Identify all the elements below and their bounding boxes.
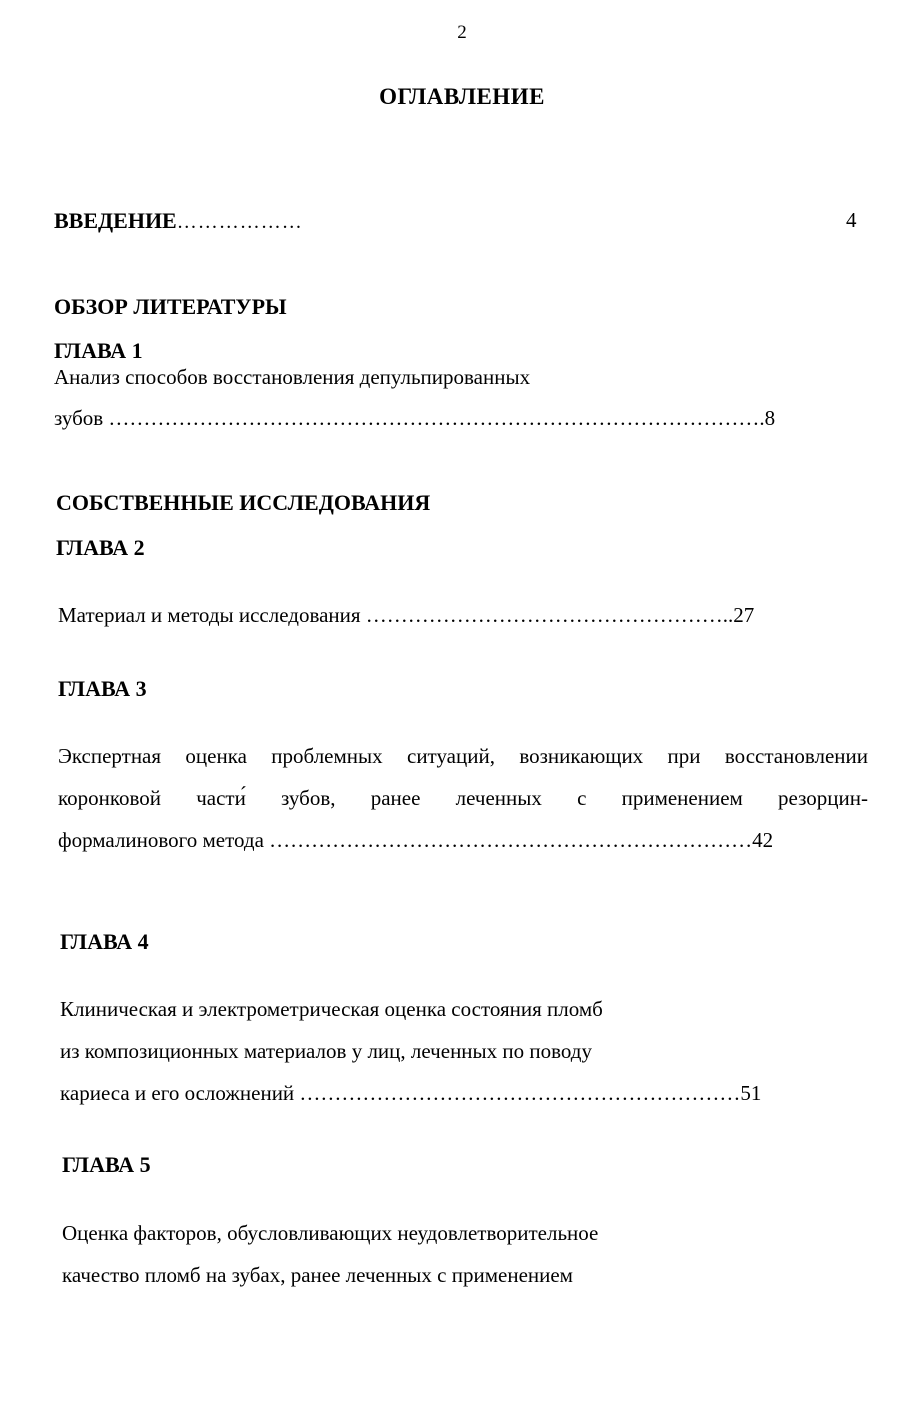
chapter-2-heading: ГЛАВА 2: [56, 535, 145, 560]
chapter-5-heading: ГЛАВА 5: [62, 1152, 151, 1177]
chapter-3-heading: ГЛАВА 3: [58, 676, 147, 701]
chapter-1-heading: ГЛАВА 1: [54, 338, 143, 363]
chapter-4-line-1: Клиническая и электрометрическая оценка состояния пломб: [60, 997, 603, 1021]
chapter-3-line-3: формалинового метода ……………………………………………………………42: [58, 828, 774, 852]
page-title: ОГЛАВЛЕНИЕ: [379, 84, 545, 109]
toc-entry-intro: [54, 208, 303, 234]
section-research: СОБСТВЕННЫЕ ИССЛЕДОВАНИЯ: [56, 490, 431, 515]
chapter-4-heading: ГЛАВА 4: [60, 929, 149, 954]
chapter-1-line-1: Анализ способов восстановления депульпированных: [54, 365, 531, 389]
chapter-2-line-1: Материал и методы исследования ……………………………………………..27: [58, 603, 755, 627]
chapter-5-line-2: качество пломб на зубах, ранее леченных с применением: [62, 1263, 573, 1287]
intro-label: ВВЕДЕНИЕ: [54, 208, 177, 233]
chapter-3-line-1: Экспертная оценка проблемных ситуаций, возникающих при восстановлении: [58, 744, 868, 768]
section-literature: ОБЗОР ЛИТЕРАТУРЫ: [54, 294, 287, 319]
chapter-5-line-1: Оценка факторов, обусловливающих неудовлетворительное: [62, 1221, 599, 1245]
intro-page: 4: [846, 208, 857, 232]
intro-dots: ………………: [176, 211, 303, 233]
page-number: 2: [457, 22, 467, 43]
chapter-1-line-2: зубов ………………………………………………………………………………….8: [54, 406, 776, 430]
chapter-3-line-2: коронковой части́ зубов, ранее леченных с применением резорцин-: [58, 786, 868, 810]
chapter-4-line-3: кариеса и его осложнений ………………………………………………………51: [60, 1081, 762, 1105]
chapter-4-line-2: из композиционных материалов у лиц, леченных по поводу: [60, 1039, 592, 1063]
